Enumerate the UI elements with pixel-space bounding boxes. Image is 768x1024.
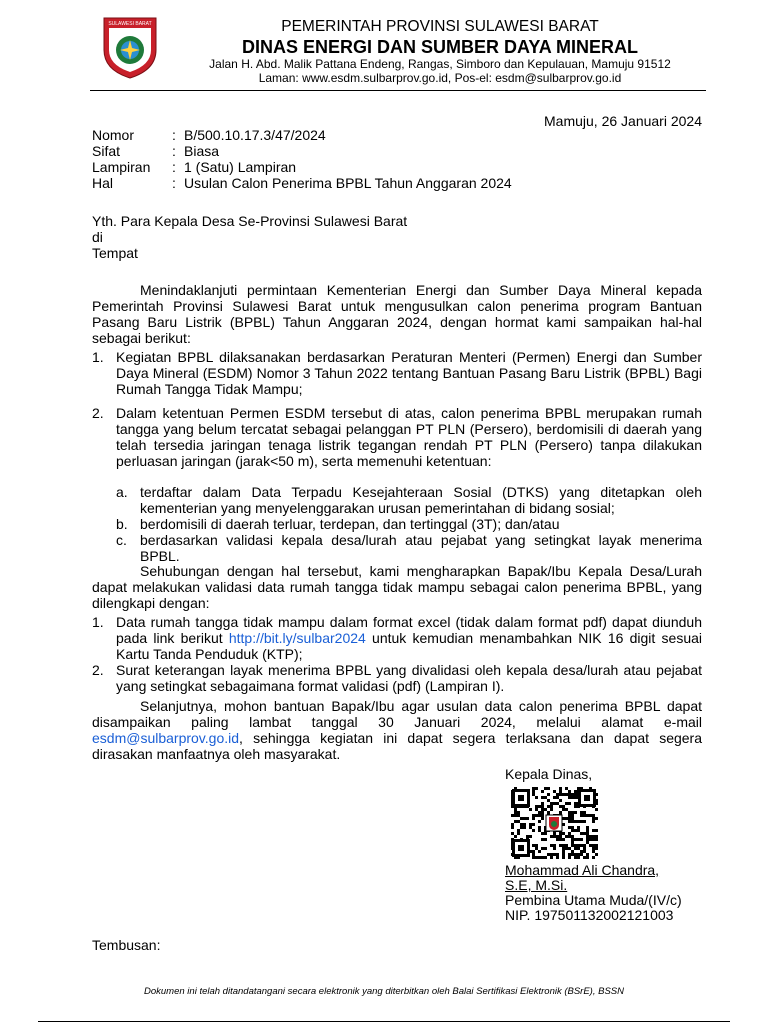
provincial-emblem-logo: [96, 12, 164, 80]
agency-website-email: Laman: www.esdm.sulbarprov.go.id, Pos-el: esdm@sulbarprov.go.id: [258, 71, 622, 85]
list-item: [116, 484, 702, 516]
agency-name: DINAS ENERGI DAN SUMBER DAYA MINERAL: [241, 37, 639, 57]
logo-lettering: SULAWESI BARAT: [108, 21, 152, 27]
signatory-block: [505, 862, 682, 922]
footer-divider: [38, 1021, 730, 1022]
signature-qr-code: [510, 787, 598, 859]
list-text: terdaftar dalam Data Terpadu Kesejahteraan Sosial (DTKS) yang ditetapkan oleh kementerian yang menyelenggarakan urusan pemerintahan di bidang sosial;: [140, 484, 702, 516]
signature-title: Kepala Dinas,: [505, 766, 593, 782]
numbered-list-1: [92, 349, 702, 477]
list-letter: c.: [116, 532, 127, 548]
list-text: berdasarkan validasi kepala desa/lurah atau pejabat yang setingkat layak menerima BPBL.: [140, 532, 702, 564]
signatory-name: Mohammad Ali Chandra,: [505, 862, 660, 878]
letterhead-divider: [90, 90, 706, 91]
list-letter: a.: [116, 484, 128, 500]
lettered-sublist: [116, 484, 702, 564]
list-text: Data rumah tangga tidak mampu dalam format excel (tidak dalam format pdf) dapat diunduh pada link berikut http://bit.ly/sulbar2024 untuk kemudian menambahkan NIK 16 digit sesuai Kartu Tanda Penduduk (KTP);: [116, 614, 703, 662]
list-number: 1.: [92, 349, 104, 365]
signatory-nip: NIP. 197501132002121003: [505, 907, 674, 923]
meta-key: Hal: [92, 175, 114, 191]
agency-address: Jalan H. Abd. Malik Pattana Endeng, Rangas, Simboro dan Kepulauan, Mamuju 91512: [209, 57, 671, 71]
list-item: [116, 516, 702, 532]
download-link[interactable]: http://bit.ly/sulbar2024: [228, 630, 366, 646]
meta-value: B/500.10.17.3/47/2024: [184, 127, 326, 143]
numbered-list-2: [92, 614, 702, 694]
meta-value: Usulan Calon Penerima BPBL Tahun Anggaran 2024: [184, 175, 512, 191]
meta-row-nomor: Nomor : B/500.10.17.3/47/2024: [92, 127, 326, 143]
government-name: PEMERINTAH PROVINSI SULAWESI BARAT: [281, 18, 599, 35]
list-item: [116, 532, 702, 564]
letter-date: Mamuju, 26 Januari 2024: [544, 113, 702, 129]
recipient-line: Tempat: [92, 245, 138, 261]
meta-row-sifat: Sifat : Biasa: [92, 143, 220, 159]
signatory-degree: S.E, M.Si.: [505, 877, 568, 893]
list-item: [92, 614, 702, 662]
paragraph-text: , sehingga kegiatan ini dapat segera terlaksana dan dapat segera dirasakan manfaatnya oleh masyarakat.: [92, 730, 702, 762]
recipient-line: di: [92, 229, 103, 245]
paragraph-text: Menindaklanjuti permintaan Kementerian Energi dan Sumber Daya Mineral kepada Pemerintah Provinsi Sulawesi Barat untuk mengusulkan calon penerima program Bantuan Pasang Baru Listrik (BPBL) Tahun Anggaran 2024, dengan hormat kami sampaikan hal-hal sebagai berikut:: [92, 282, 702, 346]
signatory-rank: Pembina Utama Muda/(IV/c): [505, 892, 682, 908]
body-paragraph-1: [92, 282, 702, 346]
list-item: [92, 662, 702, 694]
paragraph-text: Sehubungan dengan hal tersebut, kami mengharapkan Bapak/Ibu Kepala Desa/Lurah dapat melakukan validasi data rumah tangga tidak mampu sebagai calon penerima BPBL, yang dilengkapi dengan:: [92, 563, 702, 611]
body-paragraph-3: [92, 698, 702, 762]
list-letter: b.: [116, 516, 128, 532]
list-number: 2.: [92, 662, 104, 678]
list-text: Kegiatan BPBL dilaksanakan berdasarkan Peraturan Menteri (Permen) Energi dan Sumber Daya Mineral (ESDM) Nomor 3 Tahun 2022 tentang Bantuan Pasang Baru Listrik (BPBL) Bagi Rumah Tangga Tidak Mampu;: [116, 349, 702, 397]
list-item: [92, 349, 702, 397]
meta-value: Biasa: [184, 143, 220, 159]
meta-key: Nomor: [92, 127, 135, 143]
list-number: 1.: [92, 614, 104, 630]
meta-value: 1 (Satu) Lampiran: [184, 159, 297, 175]
email-link[interactable]: esdm@sulbarprov.go.id: [92, 730, 240, 746]
meta-row-lampiran: Lampiran : 1 (Satu) Lampiran: [92, 159, 297, 175]
list-number: 2.: [92, 405, 104, 421]
list-text: berdomisili di daerah terluar, terdepan, dan tertinggal (3T); dan/atau: [140, 516, 560, 532]
recipient-block: [92, 213, 407, 261]
meta-key: Lampiran: [92, 159, 151, 175]
list-text: Surat keterangan layak menerima BPBL yang divalidasi oleh kepala desa/lurah atau pejabat yang setingkat sebagaimana format validasi (pdf) (Lampiran I).: [116, 662, 702, 694]
meta-row-hal: Hal : Usulan Calon Penerima BPBL Tahun Anggaran 2024: [92, 175, 512, 191]
carbon-copy-label: Tembusan:: [92, 937, 161, 953]
paragraph-text: Selanjutnya, mohon bantuan Bapak/Ibu agar usulan data calon penerima BPBL dapat disampaikan paling lambat tanggal 30 Januari 2024, melalui alamat e-mail: [92, 698, 702, 730]
meta-key: Sifat: [92, 143, 121, 159]
body-paragraph-2: [92, 563, 702, 611]
recipient-line: Yth. Para Kepala Desa Se-Provinsi Sulawesi Barat: [92, 213, 408, 229]
letter-metadata: [92, 127, 512, 191]
electronic-signature-note: Dokumen ini telah ditandatangani secara elektronik yang diterbitkan oleh Balai Sertifikasi Elektronik (BSrE), BSSN: [144, 986, 624, 997]
list-item: [92, 405, 702, 469]
list-text: Dalam ketentuan Permen ESDM tersebut di atas, calon penerima BPBL merupakan rumah tangga yang belum tercatat sebagai pelanggan PT PLN (Persero), berdomisili di daerah yang telah tersedia jaringan tenaga listrik tegangan rendah PT PLN (Persero) tanpa dilakukan perluasan jaringan (jarak<50 m), serta memenuhi ketentuan:: [116, 405, 702, 469]
